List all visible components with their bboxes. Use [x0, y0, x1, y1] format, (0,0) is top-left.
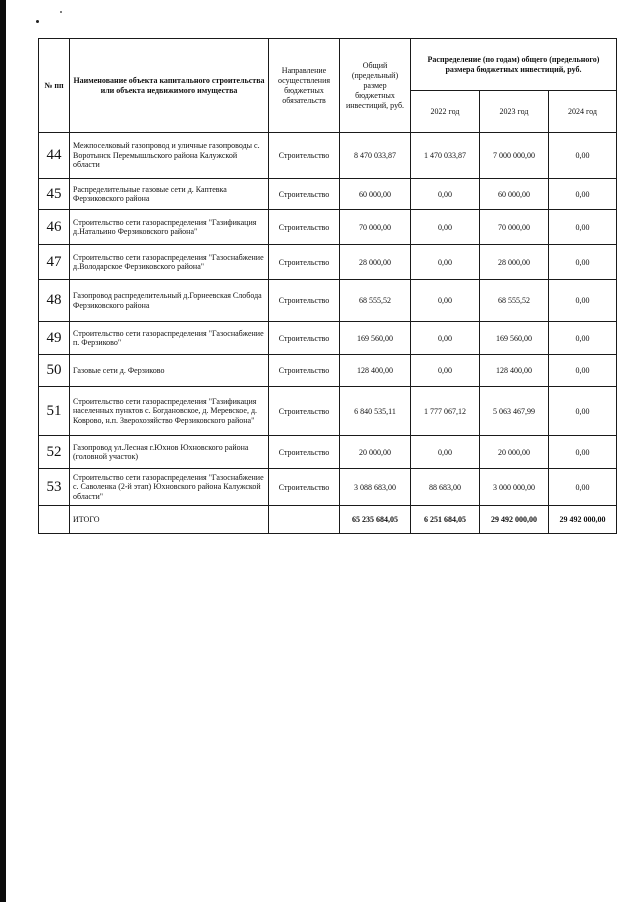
totals-2022: 6 251 684,05 [411, 506, 480, 534]
row-number: 50 [39, 355, 70, 387]
row-number: 47 [39, 245, 70, 280]
totals-num-cell [39, 506, 70, 534]
row-number: 51 [39, 387, 70, 436]
amount-2023: 70 000,00 [480, 210, 549, 245]
amount-2024: 0,00 [549, 436, 617, 469]
totals-row [39, 506, 617, 534]
amount-2023: 5 063 467,99 [480, 387, 549, 436]
amount-2024: 0,00 [549, 210, 617, 245]
row-number: 52 [39, 436, 70, 469]
object-name: Строительство сети газораспределения "Газоснабжение п. Ферзиково" [70, 322, 269, 355]
header-year-2024: 2024 год [549, 91, 617, 133]
header-year-2023: 2023 год [480, 91, 549, 133]
header-num: № пп [39, 39, 70, 133]
object-name: Межпоселковый газопровод и уличные газопроводы с. Воротынск Перемышльского района Калужской области [70, 133, 269, 179]
row-number: 53 [39, 469, 70, 506]
direction: Строительство [269, 469, 340, 506]
object-name: Газопровод ул.Лесная г.Юхнов Юхновского района (головной участок) [70, 436, 269, 469]
amount-2024: 0,00 [549, 322, 617, 355]
amount-2023: 20 000,00 [480, 436, 549, 469]
amount-2022: 1 470 033,87 [411, 133, 480, 179]
amount-2022: 0,00 [411, 280, 480, 322]
table-row [39, 133, 617, 179]
amount-2024: 0,00 [549, 469, 617, 506]
amount-2023: 169 560,00 [480, 322, 549, 355]
amount-2024: 0,00 [549, 179, 617, 210]
header-distribution: Распределение (по годам) общего (предельного) размера бюджетных инвестиций, руб. [411, 39, 617, 91]
direction: Строительство [269, 179, 340, 210]
amount-2023: 128 400,00 [480, 355, 549, 387]
object-name: Строительство сети газораспределения "Газоснабжение д.Володарское Ферзиковского района" [70, 245, 269, 280]
table-row [39, 469, 617, 506]
row-number: 44 [39, 133, 70, 179]
table-row [39, 355, 617, 387]
table-row [39, 245, 617, 280]
direction: Строительство [269, 387, 340, 436]
table-row [39, 322, 617, 355]
object-name: Газовые сети д. Ферзиково [70, 355, 269, 387]
amount-2022: 0,00 [411, 322, 480, 355]
total-amount: 169 560,00 [340, 322, 411, 355]
total-amount: 3 088 683,00 [340, 469, 411, 506]
total-amount: 60 000,00 [340, 179, 411, 210]
amount-2022: 0,00 [411, 179, 480, 210]
amount-2024: 0,00 [549, 245, 617, 280]
table-row [39, 387, 617, 436]
amount-2022: 1 777 067,12 [411, 387, 480, 436]
totals-2023: 29 492 000,00 [480, 506, 549, 534]
totals-direction-cell [269, 506, 340, 534]
totals-2024: 29 492 000,00 [549, 506, 617, 534]
amount-2023: 68 555,52 [480, 280, 549, 322]
total-amount: 128 400,00 [340, 355, 411, 387]
direction: Строительство [269, 210, 340, 245]
scan-speck [36, 20, 39, 23]
total-amount: 70 000,00 [340, 210, 411, 245]
amount-2023: 60 000,00 [480, 179, 549, 210]
header-year-2022: 2022 год [411, 91, 480, 133]
amount-2022: 0,00 [411, 355, 480, 387]
budget-investment-table [38, 38, 617, 534]
table-row [39, 436, 617, 469]
amount-2024: 0,00 [549, 133, 617, 179]
total-amount: 8 470 033,87 [340, 133, 411, 179]
totals-total: 65 235 684,05 [340, 506, 411, 534]
amount-2024: 0,00 [549, 280, 617, 322]
amount-2023: 3 000 000,00 [480, 469, 549, 506]
amount-2024: 0,00 [549, 387, 617, 436]
object-name: Строительство сети газораспределения "Газоснабжение с. Саволенка (2-й этап) Юхновского района Калужской области" [70, 469, 269, 506]
amount-2022: 88 683,00 [411, 469, 480, 506]
table-row [39, 280, 617, 322]
amount-2023: 7 000 000,00 [480, 133, 549, 179]
direction: Строительство [269, 322, 340, 355]
amount-2022: 0,00 [411, 210, 480, 245]
header-direction: Направление осуществления бюджетных обязательств [269, 39, 340, 133]
amount-2023: 28 000,00 [480, 245, 549, 280]
object-name: Газопровод распределительный д.Горнеевская Слобода Ферзиковского района [70, 280, 269, 322]
row-number: 45 [39, 179, 70, 210]
scan-left-edge [0, 0, 6, 902]
row-number: 46 [39, 210, 70, 245]
header-total: Общий (предельный) размер бюджетных инвестиций, руб. [340, 39, 411, 133]
total-amount: 68 555,52 [340, 280, 411, 322]
scan-speck [60, 11, 62, 13]
direction: Строительство [269, 245, 340, 280]
object-name: Распределительные газовые сети д. Каптевка Ферзиковского района [70, 179, 269, 210]
object-name: Строительство сети газораспределения "Газификация д.Натальино Ферзиковского района" [70, 210, 269, 245]
direction: Строительство [269, 355, 340, 387]
table-row [39, 210, 617, 245]
table-row [39, 179, 617, 210]
direction: Строительство [269, 280, 340, 322]
direction: Строительство [269, 133, 340, 179]
header-object-name: Наименование объекта капитального строительства или объекта недвижимого имущества [70, 39, 269, 133]
direction: Строительство [269, 436, 340, 469]
object-name: Строительство сети газораспределения "Газификация населенных пунктов с. Богдановское, д. Меревское, д. Коврово, н.п. Зверохозяйство Ферзиковского района" [70, 387, 269, 436]
amount-2024: 0,00 [549, 355, 617, 387]
total-amount: 20 000,00 [340, 436, 411, 469]
amount-2022: 0,00 [411, 436, 480, 469]
totals-label: ИТОГО [70, 506, 269, 534]
amount-2022: 0,00 [411, 245, 480, 280]
row-number: 48 [39, 280, 70, 322]
row-number: 49 [39, 322, 70, 355]
total-amount: 28 000,00 [340, 245, 411, 280]
total-amount: 6 840 535,11 [340, 387, 411, 436]
